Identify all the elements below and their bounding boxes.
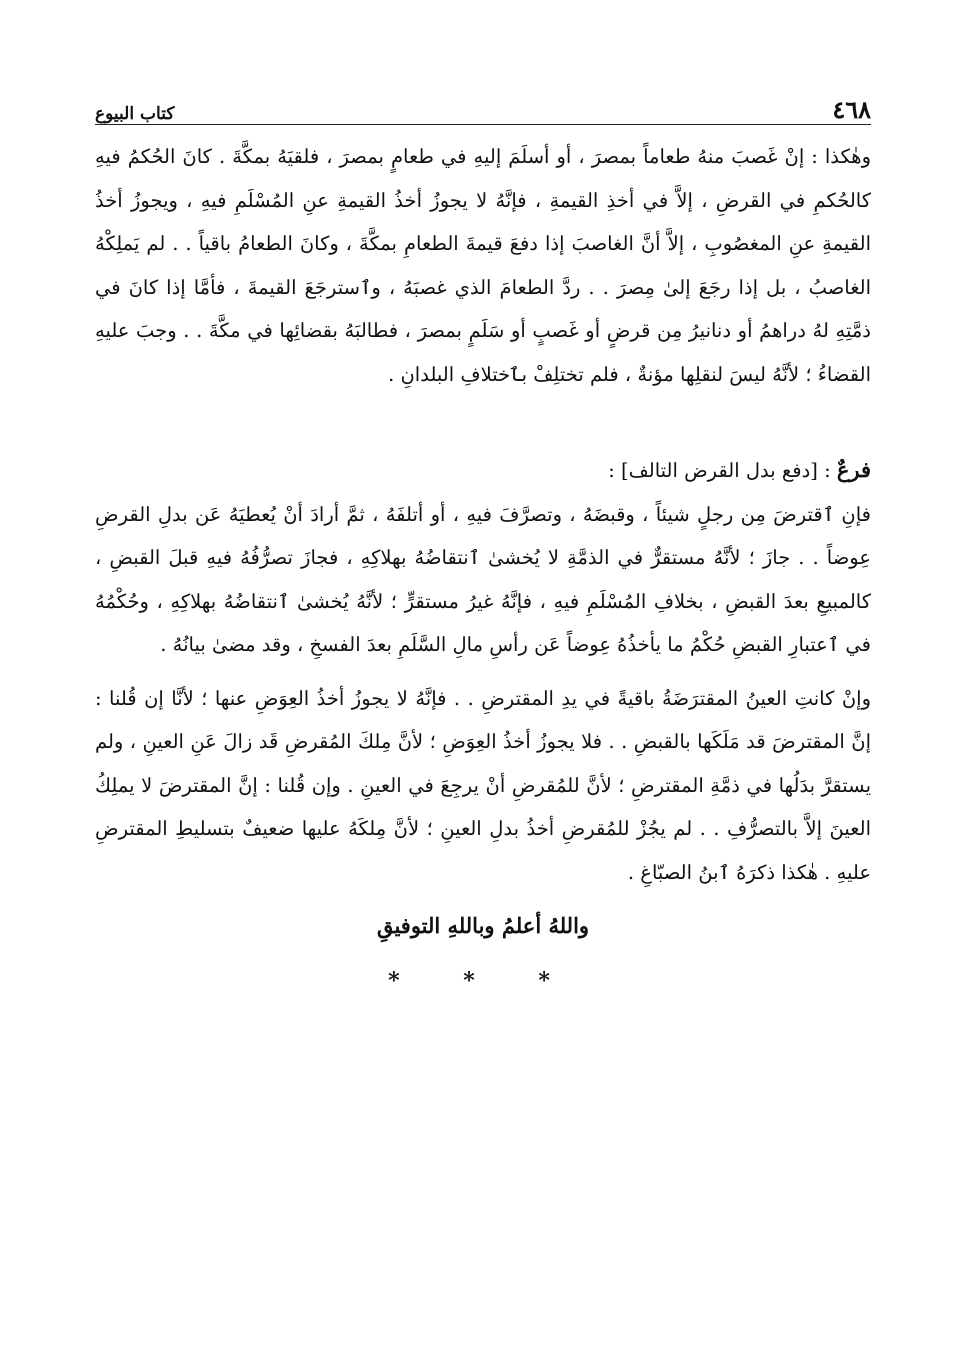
section-label: فرعٌ <box>836 457 871 482</box>
paragraph-2: فإنِ ٱقترضَ مِن رجلٍ شيئاً ، وقبضَهُ ، وتصرَّفَ فيهِ ، أو أتلفَهُ ، ثمَّ أرادَ أنْ يُعطيَهُ عَن بدلِ القرضِ عِوضاً . . جازَ ؛ لأنَّهُ مستقرٌّ في الذمَّةِ لا يُخشىٰ ٱنتقاضُهُ بهلاكِهِ ، فجازَ تصرُّفُهُ فيهِ قبلَ القبضِ ، كالمبيعِ بعدَ القبضِ ، بخلافِ المُسْلَمِ فيهِ ، فإنَّهُ غيرُ مستقرٍّ ؛ لأنَّهُ يُخشىٰ ٱنتقاضُهُ بهلاكِهِ ، وحُكْمُهُ في ٱعتبارِ القبضِ حُكْمُ ما يأخذُهُ عِوضاً عَن رأسِ مالِ السَّلَمِ بعدَ الفسخِ ، وقد مضىٰ بيانُهُ . <box>95 502 871 656</box>
page <box>95 88 871 994</box>
paragraph-1: وهٰكذا : إنْ غَصبَ منهُ طعاماً بمصرَ ، أو أسلَمَ إليهِ في طعامٍ بمصرَ ، فلقيَهُ بمكَّةَ . كانَ الحُكمُ فيهِ كالحُكمِ في القرضِ ، إلاَّ في أخذِ القيمةِ ، فإنَّهُ لا يجوزُ أخذُ القيمةِ عنِ المُسْلَمِ فيهِ ، ويجوزُ أخذُ القيمةِ عنِ المغصُوبِ ، إلاَّ أنَّ الغاصبَ إذا دفعَ قيمةَ الطعامِ بمكَّةَ ، وكانَ الطعامُ باقياً . . لم يَملِكْهُ الغاصبُ ، بل إذا رجَعَ إلىٰ مِصرَ . . ردَّ الطعامَ الذي غصبَهُ ، وٱسترجَعَ القيمةَ ، فأمَّا إذا كانَ في ذمَّتِهِ لهُ دراهمُ أو دنانيرُ مِن قرضٍ أو غَصبٍ أو سَلَمٍ بمصرَ ، فطالبَهُ بقضائِها في مكَّةَ . . وجبَ عليهِ القضاءُ ؛ لأنَّهُ ليسَ لنقلِها مؤنةٌ ، فلم تختلِفْ بٱختلافِ البلدانِ . <box>95 145 871 386</box>
running-title: كتاب البيوع <box>95 104 175 124</box>
closing-formula: واللهُ أعلمُ وباللهِ التوفيقِ <box>376 913 590 938</box>
section-separator: * * * <box>388 968 578 994</box>
section-title: : [دفع بدل القرض التالف] : <box>608 459 837 482</box>
page-header <box>95 88 871 125</box>
paragraph-3: وإنْ كانتِ العينُ المقترَضَةُ باقيةً في يدِ المقترضِ . . فإنَّهُ لا يجوزُ أخذُ العِوَضِ عنها ؛ لأنَّا إن قُلنا : إنَّ المقترضَ قد مَلَكَها بالقبضِ . . فلا يجوزُ أخذُ العِوَضِ ؛ لأنَّ مِلكَ المُقرضِ قَد زالَ عَنِ العينِ ، ولم يستقرَّ بدَلُها في ذمَّةِ المقترضِ ؛ لأنَّ للمُقرضِ أنْ يرجِعَ في العينِ . وإن قُلنا : إنَّ المقترضَ لا يملِكُ العينَ إلاَّ بالتصرُّفِ . . لم يجُزْ للمُقرضِ أخذُ بدلِ العينِ ؛ لأنَّ مِلكَهُ عليها ضعيفٌ بتسليطِ المقترضِ عليهِ . هٰكذا ذكرَهُ ٱبنُ الصبّاغِ . <box>95 686 871 884</box>
page-number: ٤٦٨ <box>832 95 871 124</box>
section-heading <box>95 448 871 493</box>
